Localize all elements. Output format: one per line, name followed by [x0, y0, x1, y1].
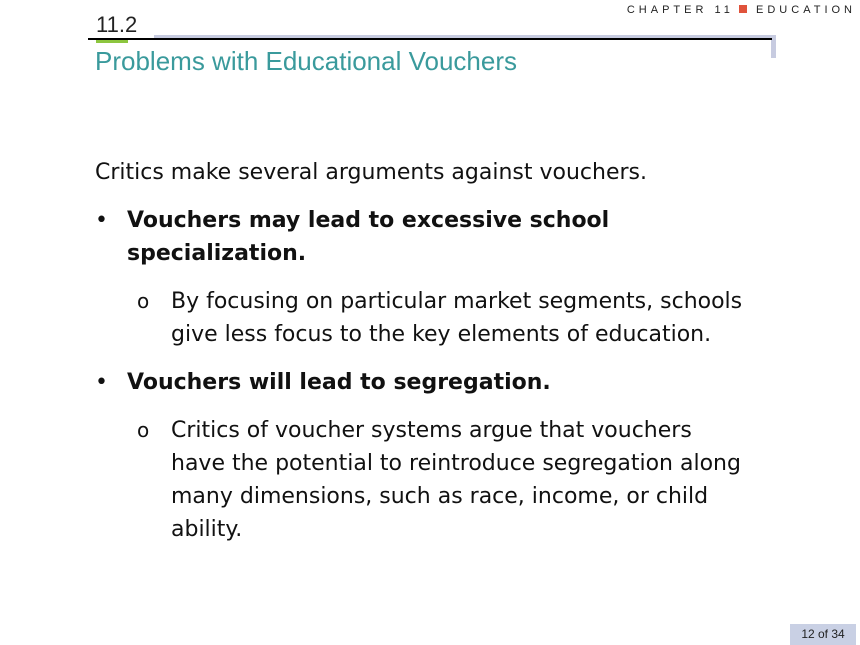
bullet-item: [95, 366, 785, 399]
chapter-label: CHAPTER 11: [626, 4, 734, 16]
bullet-text: Vouchers will lead to segregation.: [127, 370, 551, 395]
sub-bullet-text: By focusing on particular market segments, schools give less focus to the key elements of education.: [171, 289, 743, 347]
intro-text: Critics make several arguments against vouchers.: [95, 160, 647, 185]
sub-bullet-item: [137, 414, 751, 546]
bullet-marker-icon: •: [95, 370, 108, 395]
page-number: 12 of 34: [790, 624, 856, 645]
separator-square-icon: [739, 5, 747, 13]
bullet-item: [95, 204, 785, 270]
sub-bullet-marker-icon: o: [137, 289, 150, 313]
bullet-marker-icon: •: [95, 208, 108, 233]
slide-title: Problems with Educational Vouchers: [95, 46, 518, 76]
sub-bullet-item: [137, 285, 785, 351]
subject-label: EDUCATION: [756, 4, 856, 16]
section-number: 11.2: [96, 12, 138, 37]
chapter-header: [627, 4, 856, 16]
header-rule: [88, 38, 772, 40]
sub-bullet-text: Critics of voucher systems argue that vouchers have the potential to reintroduce segregation along many dimensions, such as race, income, or child ability.: [171, 418, 741, 542]
sub-bullet-marker-icon: o: [137, 418, 150, 442]
bullet-text: Vouchers may lead to excessive school specialization.: [127, 208, 610, 266]
slide-content: [95, 156, 785, 546]
